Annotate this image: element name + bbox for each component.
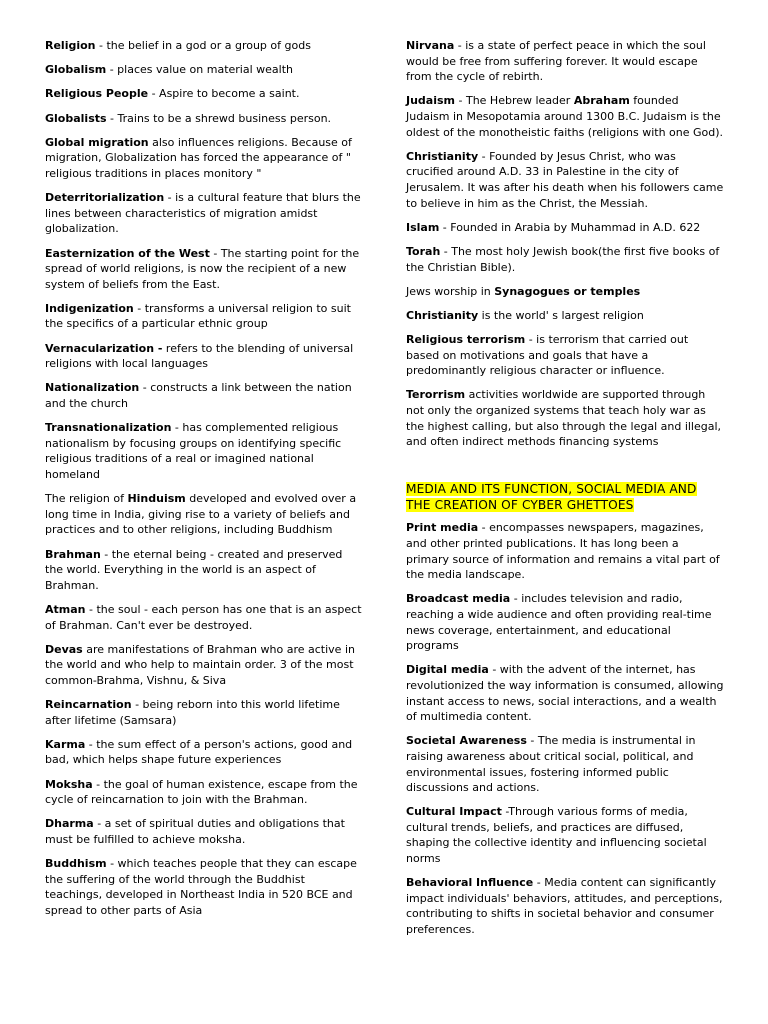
media-section-heading: [406, 481, 724, 513]
definition: - Media content can significantly impact individuals' behaviors, attitudes, and perceptions, contributing to shifts in societal behavior and consumer preferences.: [406, 876, 723, 937]
entry-brahman: [45, 547, 363, 594]
term: Abraham: [573, 94, 630, 108]
definition: - places value on material wealth: [106, 63, 293, 77]
definition: - The media is instrumental in raising awareness about critical social, political, and environmental issues, fostering informed public discussions and actions.: [406, 734, 696, 795]
definition: -Through various forms of media, cultural trends, beliefs, and practices are diffused, shaping the collective identity and influencing societal norms: [406, 805, 707, 866]
definition: - the eternal being - created and preserved the world. Everything in the world is an aspect of Brahman.: [45, 547, 343, 592]
definition: also influences religions. Because of migration, Globalization has forced the appearance of " religious traditions in places monitory ": [45, 135, 352, 180]
entry-vernacularization: [45, 341, 363, 372]
entry-cultural-impact: [406, 804, 724, 866]
entry-print-media: [406, 520, 724, 582]
entry-digital-media: [406, 662, 724, 724]
term: Cultural Impact: [406, 805, 502, 819]
entry-global-migration: [45, 135, 363, 182]
definition: - includes television and radio, reaching a wide audience and often providing real-time news coverage, entertainment, and educational programs: [406, 592, 712, 653]
term: Dharma: [45, 817, 94, 831]
entry-hinduism: [45, 491, 363, 538]
entry-moksha: [45, 777, 363, 808]
definition: - a set of spiritual duties and obligations that must be fulfilled to achieve moksha.: [45, 817, 345, 847]
term: Religious People: [45, 87, 149, 101]
term: Torah: [406, 244, 441, 258]
entry-devas: [45, 642, 363, 689]
entry-jews-worship: [406, 284, 724, 300]
term: Nirvana: [406, 39, 455, 52]
definition: - is a cultural feature that blurs the lines between characteristics of migration amidst globalization.: [45, 191, 361, 236]
term: Karma: [45, 737, 86, 751]
entry-atman: [45, 602, 363, 633]
term: Print media: [406, 521, 479, 535]
definition: - Trains to be a shrewd business person.: [106, 111, 332, 125]
term: Behavioral Influence: [406, 876, 534, 890]
term: Brahman: [45, 547, 101, 561]
section-gap: [406, 458, 724, 481]
term: Synagogues or temples: [494, 284, 641, 298]
definition: - encompasses newspapers, magazines, and other printed publications. It has long been a primary source of information and remains a vital part of the media landscape.: [406, 521, 720, 582]
term: Easternization of the West: [45, 246, 210, 260]
definition: - Founded in Arabia by Muhammad in A.D. 622: [439, 220, 701, 234]
intro-text: The religion of: [45, 492, 128, 506]
term: Hinduism: [127, 492, 186, 506]
definition: - constructs a link between the nation and the church: [45, 381, 352, 411]
term: Indigenization: [45, 301, 134, 315]
term: Atman: [45, 602, 86, 616]
term: Buddhism: [45, 857, 107, 871]
term: Nationalization: [45, 381, 140, 395]
definition: - is terrorism that carried out based on motivations and goals that have a predominantly religious character or influence.: [406, 333, 689, 378]
entry-broadcast-media: [406, 591, 724, 653]
term: Christianity: [406, 308, 479, 322]
entry-religion: [45, 38, 363, 54]
definition: activities worldwide are supported through not only the organized systems that teach holy war as the highest calling, but also through the legal and illegal, and often indirect methods financing systems: [406, 388, 722, 449]
entry-religious-terrorism: [406, 332, 724, 379]
definition: - The Hebrew leader: [455, 94, 574, 108]
definition: - transforms a universal religion to suit the specifics of a particular ethnic group: [45, 301, 351, 331]
definition: - the belief in a god or a group of gods: [95, 39, 311, 52]
left-column: [45, 38, 363, 927]
entry-buddhism: [45, 856, 363, 918]
entry-judaism: [406, 93, 724, 140]
term: Terorrism: [406, 388, 466, 402]
definition: - The starting point for the spread of world religions, is now the recipient of a new system of beliefs from the East.: [45, 246, 360, 291]
entry-christianity: [406, 149, 724, 211]
entry-dharma: [45, 816, 363, 847]
right-column: [406, 38, 724, 946]
definition: - Founded by Jesus Christ, who was crucified around A.D. 33 in Palestine in the city of Jerusalem. It was after his death when his followers came to believe in him as the Christ, the Messiah.: [406, 149, 724, 210]
entry-societal-awareness: [406, 733, 724, 795]
definition: refers to the blending of universal religions with local languages: [45, 341, 354, 371]
term: Deterritorialization: [45, 191, 165, 205]
entry-deterritorialization: [45, 190, 363, 237]
entry-transnationalization: [45, 420, 363, 482]
highlighted-heading-text: MEDIA AND ITS FUNCTION, SOCIAL MEDIA AND THE CREATION OF CYBER GHETTOES: [406, 482, 697, 513]
entry-indigenization: [45, 301, 363, 332]
term: Vernacularization -: [45, 341, 163, 355]
intro-text: Jews worship in: [406, 284, 495, 298]
definition: - is a state of perfect peace in which the soul would be free from suffering forever. It would escape from the cycle of rebirth.: [406, 39, 706, 84]
definition: - which teaches people that they can escape the suffering of the world through the Buddhist teachings, developed in Northeast India in 520 BCE and spread to other parts of Asia: [45, 857, 357, 917]
term: Islam: [406, 220, 440, 234]
definition: developed and evolved over a long time in India, giving rise to a variety of beliefs and practices and to other religions, including Buddhism: [45, 492, 357, 537]
term: Religion: [45, 39, 96, 52]
term: Religious terrorism: [406, 333, 526, 347]
entry-globalism: [45, 62, 363, 78]
term: Judaism: [406, 94, 456, 108]
term: Societal Awareness: [406, 734, 527, 748]
definition: - The most holy Jewish book(the first five books of the Christian Bible).: [406, 244, 720, 274]
term: Moksha: [45, 777, 93, 791]
definition: - Aspire to become a saint.: [148, 87, 300, 101]
term: Broadcast media: [406, 592, 511, 606]
term: Globalism: [45, 63, 107, 77]
entry-terrorism: [406, 387, 724, 449]
entry-religious-people: [45, 86, 363, 102]
entry-christianity-largest: [406, 308, 724, 324]
term: Christianity: [406, 149, 479, 163]
definition: founded Judaism in Mesopotamia around 1300 B.C. Judaism is the oldest of the monotheistic faiths (religions with one God).: [406, 94, 724, 139]
entry-nationalization: [45, 380, 363, 411]
entry-behavioral-influence: [406, 875, 724, 937]
entry-islam: [406, 220, 724, 236]
entry-globalists: [45, 111, 363, 127]
definition: - the goal of human existence, escape from the cycle of reincarnation to join with the Brahman.: [45, 777, 358, 807]
term: Global migration: [45, 135, 149, 149]
definition: - being reborn into this world lifetime after lifetime (Samsara): [45, 698, 340, 727]
definition: - with the advent of the internet, has revolutionized the way information is consumed, allowing instant access to news, social interactions, and a wealth of multimedia content.: [406, 663, 724, 724]
term: Transnationalization: [45, 421, 172, 435]
entry-reincarnation: [45, 697, 363, 728]
term: Devas: [45, 642, 83, 656]
entry-nirvana: [406, 38, 724, 85]
definition: are manifestations of Brahman who are active in the world and who help to maintain order. 3 of the most common-Brahma, Vishnu, & Siva: [45, 642, 355, 687]
definition: - the sum effect of a person's actions, good and bad, which helps shape future experiences: [45, 737, 353, 767]
definition: - has complemented religious nationalism by focusing groups on identifying specific religious traditions of a real or imagined national homeland: [45, 421, 342, 481]
entry-easternization: [45, 246, 363, 293]
term: Reincarnation: [45, 698, 132, 712]
term: Globalists: [45, 111, 107, 125]
entry-karma: [45, 737, 363, 768]
definition: is the world' s largest religion: [478, 308, 644, 322]
definition: - the soul - each person has one that is an aspect of Brahman. Can't ever be destroyed.: [45, 602, 362, 632]
entry-torah: [406, 244, 724, 275]
term: Digital media: [406, 663, 489, 677]
